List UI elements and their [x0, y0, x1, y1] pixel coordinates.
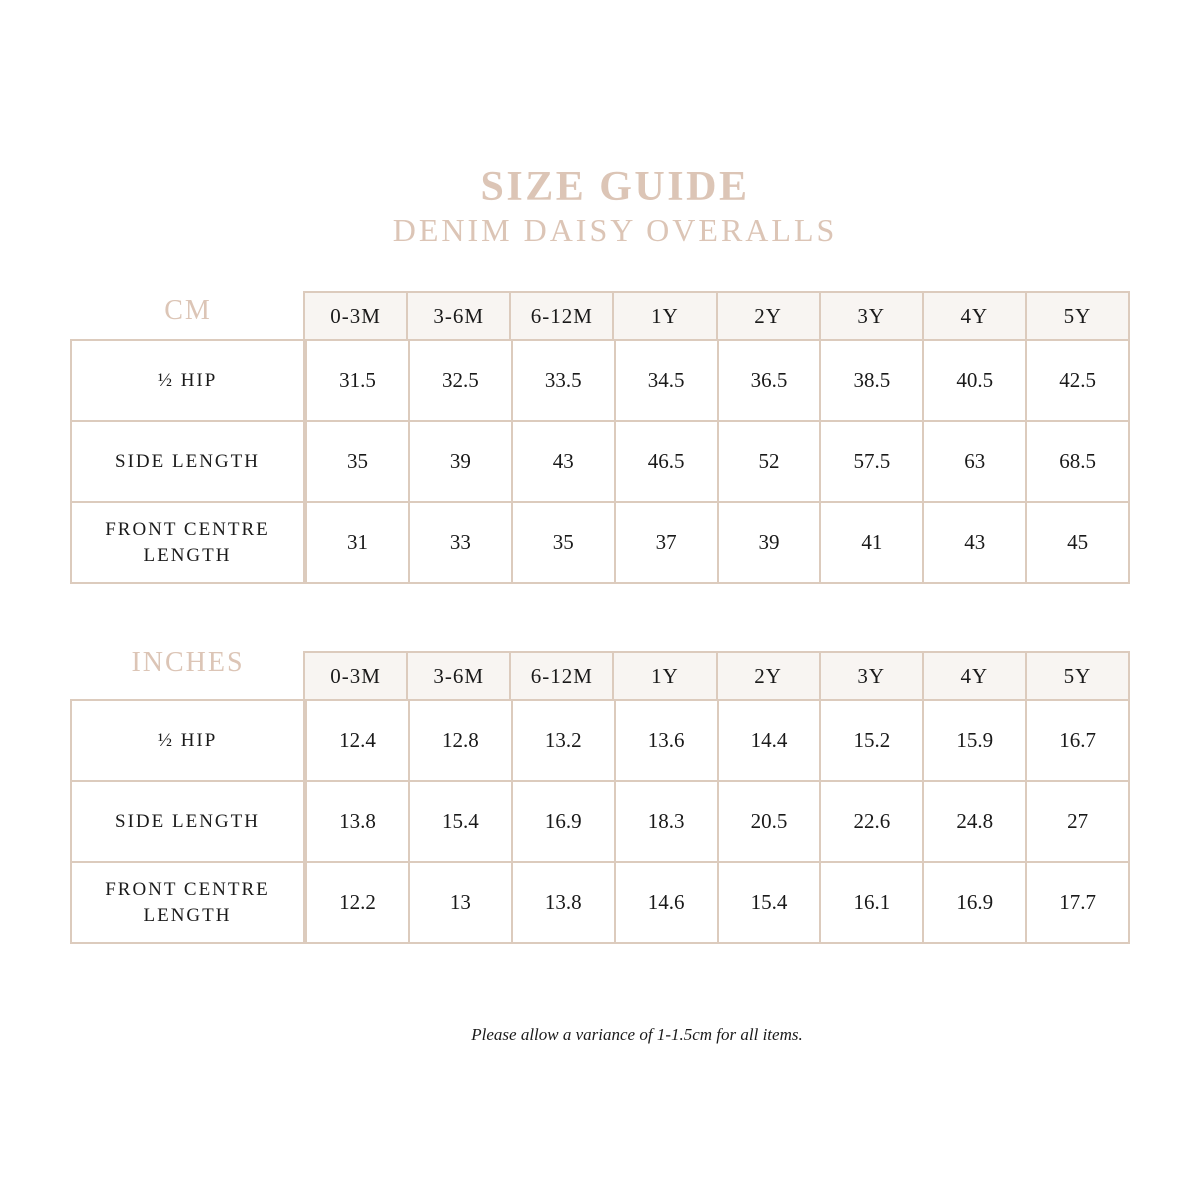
row-label: ½ HIP: [72, 701, 305, 780]
size-header: 3-6M: [406, 293, 509, 339]
table-row: [72, 701, 1128, 780]
table-cell: 27: [1025, 782, 1128, 861]
table-cell: 13.8: [305, 782, 408, 861]
table-cell: 68.5: [1025, 422, 1128, 501]
table-cell: 40.5: [922, 341, 1025, 420]
size-header: 3Y: [819, 293, 922, 339]
table-cell: 46.5: [614, 422, 717, 501]
table-cell: 38.5: [819, 341, 922, 420]
table-cell: 45: [1025, 503, 1128, 582]
table-cell: 31: [305, 503, 408, 582]
table-cell: 16.1: [819, 863, 922, 942]
table-cell: 35: [305, 422, 408, 501]
size-header: 6-12M: [509, 293, 612, 339]
size-header: 0-3M: [330, 663, 381, 688]
table-cell: 33: [408, 503, 511, 582]
cm-table-body: [70, 339, 1130, 584]
table-row: [72, 420, 1128, 501]
table-cell: 35: [511, 503, 614, 582]
row-label: ½ HIP: [72, 341, 305, 420]
row-label: SIDE LENGTH: [72, 422, 305, 501]
table-cell: 12.8: [408, 701, 511, 780]
table-cell: 16.9: [922, 863, 1025, 942]
row-label: FRONT CENTRE LENGTH: [72, 503, 305, 582]
size-header: 2Y: [716, 653, 819, 699]
table-cell: 34.5: [614, 341, 717, 420]
size-header: 5Y: [1025, 293, 1128, 339]
size-header: 2Y: [716, 293, 819, 339]
size-header: 0-3M: [330, 303, 381, 328]
table-cell: 37: [614, 503, 717, 582]
table-cell: 12.4: [305, 701, 408, 780]
table-cell: 14.4: [717, 701, 820, 780]
table-cell: 39: [408, 422, 511, 501]
page-subtitle: DENIM DAISY OVERALLS: [392, 212, 838, 248]
table-row: [72, 861, 1128, 942]
table-cell: 63: [922, 422, 1025, 501]
table-row: [72, 780, 1128, 861]
table-cell: 24.8: [922, 782, 1025, 861]
cm-unit-label: CM: [164, 295, 212, 326]
table-cell: 15.2: [819, 701, 922, 780]
table-cell: 43: [922, 503, 1025, 582]
table-cell: 43: [511, 422, 614, 501]
table-cell: 15.9: [922, 701, 1025, 780]
page-title: SIZE GUIDE: [480, 164, 750, 210]
table-cell: 33.5: [511, 341, 614, 420]
table-cell: 15.4: [408, 782, 511, 861]
size-header: 5Y: [1025, 653, 1128, 699]
size-header: 3-6M: [406, 653, 509, 699]
table-cell: 36.5: [717, 341, 820, 420]
table-cell: 41: [819, 503, 922, 582]
cm-header-row: [303, 291, 1130, 341]
size-header: 4Y: [922, 653, 1025, 699]
variance-note: Please allow a variance of 1-1.5cm for all items.: [471, 1025, 803, 1044]
table-cell: 13.6: [614, 701, 717, 780]
row-label: SIDE LENGTH: [72, 782, 305, 861]
table-cell: 32.5: [408, 341, 511, 420]
table-cell: 16.7: [1025, 701, 1128, 780]
table-cell: 42.5: [1025, 341, 1128, 420]
size-header: 1Y: [612, 653, 715, 699]
table-cell: 52: [717, 422, 820, 501]
table-cell: 16.9: [511, 782, 614, 861]
inches-header-row: [303, 651, 1130, 701]
table-cell: 15.4: [717, 863, 820, 942]
table-cell: 17.7: [1025, 863, 1128, 942]
table-cell: 39: [717, 503, 820, 582]
table-cell: 13.2: [511, 701, 614, 780]
table-cell: 13.8: [511, 863, 614, 942]
size-header: 6-12M: [509, 653, 612, 699]
table-cell: 14.6: [614, 863, 717, 942]
inches-unit-label: INCHES: [131, 647, 245, 678]
table-cell: 12.2: [305, 863, 408, 942]
inches-table-body: [70, 699, 1130, 944]
table-cell: 20.5: [717, 782, 820, 861]
row-label: FRONT CENTRE LENGTH: [72, 863, 305, 942]
size-header: 1Y: [612, 293, 715, 339]
table-cell: 18.3: [614, 782, 717, 861]
table-cell: 57.5: [819, 422, 922, 501]
table-row: [72, 501, 1128, 582]
size-header: 3Y: [819, 653, 922, 699]
table-cell: 31.5: [305, 341, 408, 420]
table-row: [72, 341, 1128, 420]
table-cell: 13: [408, 863, 511, 942]
size-header: 4Y: [922, 293, 1025, 339]
table-cell: 22.6: [819, 782, 922, 861]
